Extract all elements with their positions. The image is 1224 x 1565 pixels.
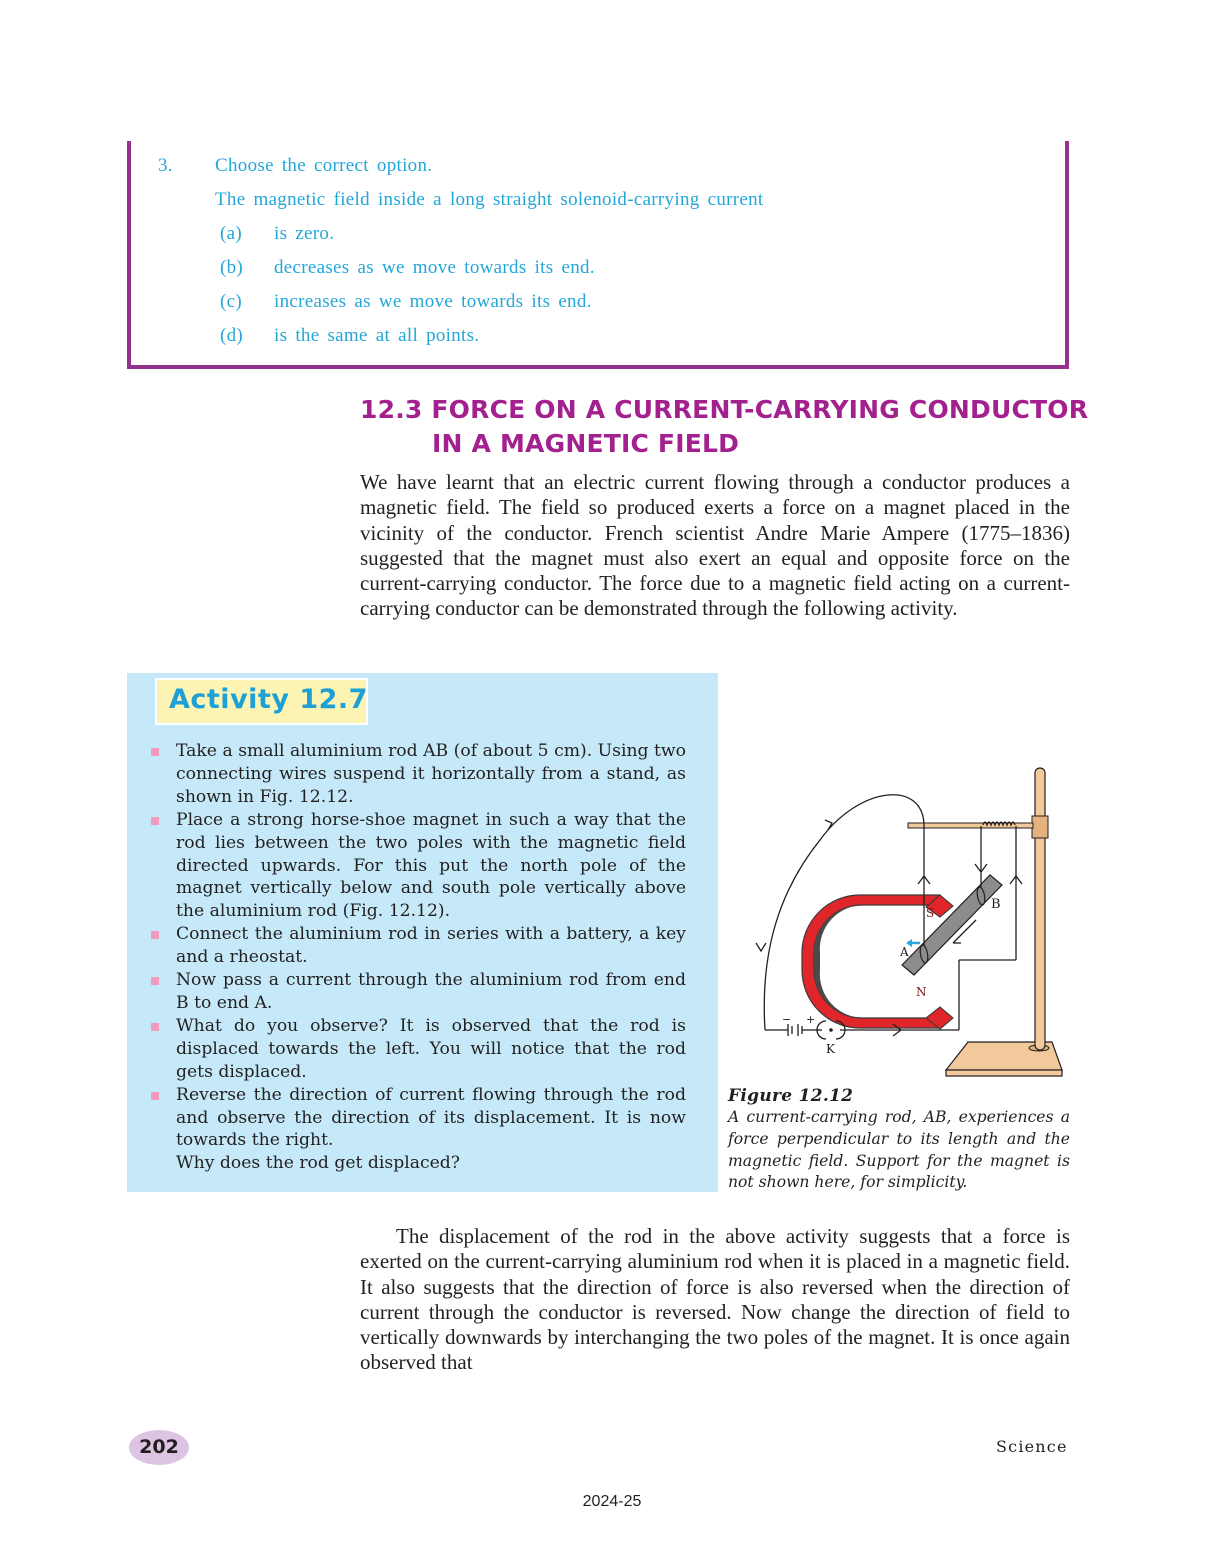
circuit-wires bbox=[764, 795, 1016, 1030]
exercise-question-box bbox=[127, 141, 1069, 369]
option-c-text: increases as we move towards its end. bbox=[274, 291, 592, 312]
edition-year: 2024-25 bbox=[582, 1493, 642, 1510]
n-pole-label: N bbox=[916, 985, 927, 999]
option-a-label: (a) bbox=[220, 223, 242, 244]
activity-step bbox=[149, 969, 686, 1015]
battery-plus-label: + bbox=[806, 1013, 816, 1026]
key-label: K bbox=[826, 1042, 835, 1056]
option-b-text: decreases as we move towards its end. bbox=[274, 257, 595, 278]
activity-step-text: Take a small aluminium rod AB (of about 5 cm). Using two connecting wires suspend it horizontally from a stand, as shown in Fig. 12.12. bbox=[176, 741, 686, 807]
square-bullet-icon bbox=[151, 977, 159, 985]
activity-title-box bbox=[155, 678, 368, 725]
activity-closing-question bbox=[149, 1152, 686, 1175]
activity-step-text: What do you observe? It is observed that the rod is displaced towards the left. You will notice that the rod gets displaced. bbox=[176, 1015, 686, 1082]
s-pole-label: S bbox=[926, 906, 935, 920]
end-a-label: A bbox=[900, 945, 909, 959]
option-d-label: (d) bbox=[220, 325, 244, 346]
section-heading-line1: 12.3 FORCE ON A CURRENT-CARRYING CONDUCTOR bbox=[360, 395, 1089, 424]
book-title: Science bbox=[996, 1437, 1068, 1456]
option-b-label: (b) bbox=[220, 257, 244, 278]
square-bullet-icon bbox=[151, 931, 159, 939]
intro-paragraph: We have learnt that an electric current flowing through a conductor produces a magnetic field. The field so produced exerts a force on a magnet placed in the vicinity of the conductor. French scientist Andre Marie Ampere (1775–1836) suggested that the magnet must also exert an equal and opposite force on the current-carrying conductor. The force due to a magnetic field acting on a current-carrying conductor can be demonstrated through the following activity. bbox=[360, 470, 1070, 621]
section-heading-line2: IN A MAGNETIC FIELD bbox=[432, 429, 740, 458]
activity-step-text: Reverse the direction of current flowing through the rod and observe the direction of its displacement. It is now towards the right. bbox=[176, 1084, 686, 1151]
activity-step bbox=[149, 923, 686, 969]
activity-step bbox=[149, 809, 686, 924]
body-paragraph: The displacement of the rod in the above activity suggests that a force is exerted on the current-carrying aluminium rod when it is placed in a magnetic field. It also suggests that the direction of force is also reversed when the direction of current through the conductor is reversed. Now change the direction of field to vertically downwards by interchanging the two poles of the magnet. It is once again observed that bbox=[360, 1224, 1070, 1375]
closing-question-text: Why does the rod get displaced? bbox=[176, 1153, 460, 1174]
end-b-label: B bbox=[991, 897, 1001, 912]
figure-caption-text: A current-carrying rod, AB, experiences a force perpendicular to its length and the magnetic field. Support for the magnet is not shown here, for simplicity. bbox=[728, 1108, 1070, 1192]
square-bullet-icon bbox=[151, 1092, 159, 1100]
activity-steps-list bbox=[149, 740, 686, 1175]
option-d-text: is the same at all points. bbox=[274, 325, 480, 346]
question-number: 3. bbox=[158, 155, 173, 176]
activity-step-text: Now pass a current through the aluminium rod from end B to end A. bbox=[176, 970, 686, 1013]
activity-step bbox=[149, 740, 686, 809]
question-stem: The magnetic field inside a long straight solenoid-carrying current bbox=[215, 189, 764, 210]
section-heading bbox=[360, 393, 1089, 461]
spring-icon bbox=[983, 822, 1015, 825]
option-a-text: is zero. bbox=[274, 223, 335, 244]
activity-step-text: Place a strong horse-shoe magnet in such a way that the rod lies between the two poles with the magnetic field directed upwards. For this put the north pole of the magnet vertically below and south pole vertically above the aluminium rod (Fig. 12.12). bbox=[176, 809, 686, 922]
battery-minus-label: − bbox=[782, 1013, 792, 1026]
figure-label: Figure 12.12 bbox=[728, 1086, 854, 1106]
question-title: Choose the correct option. bbox=[215, 155, 433, 176]
stand-pole-icon bbox=[1032, 768, 1048, 1050]
page-number: 202 bbox=[129, 1430, 189, 1465]
activity-step-text: Connect the aluminium rod in series with a battery, a key and a rheostat. bbox=[176, 924, 686, 968]
square-bullet-icon bbox=[151, 748, 159, 756]
square-bullet-icon bbox=[151, 1023, 159, 1031]
activity-box bbox=[127, 673, 718, 1192]
activity-step bbox=[149, 1015, 686, 1084]
figure-12-12-diagram bbox=[740, 760, 1080, 1090]
option-c-label: (c) bbox=[220, 291, 242, 312]
activity-step bbox=[149, 1084, 686, 1153]
activity-title: Activity 12.7 bbox=[169, 684, 368, 715]
figure-caption bbox=[728, 1086, 1070, 1194]
square-bullet-icon bbox=[151, 817, 159, 825]
